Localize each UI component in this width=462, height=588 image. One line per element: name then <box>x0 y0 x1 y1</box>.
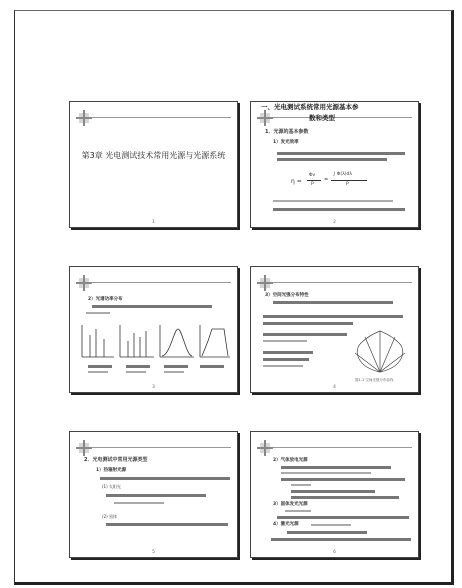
fraction-bar <box>307 180 321 181</box>
text-line <box>271 538 411 541</box>
caption-line <box>164 365 188 368</box>
subheading-laser: 4）激光光源 <box>273 522 299 527</box>
text-line <box>291 484 311 486</box>
text-line <box>106 523 228 526</box>
text-line <box>106 494 206 497</box>
subheading-thermal: 1）热辐射光源 <box>96 468 127 473</box>
text-line <box>263 358 309 361</box>
page-number: 2 <box>333 219 336 224</box>
spatial-intensity-diagram <box>347 327 413 377</box>
subsection-heading: 1）发光效率 <box>273 140 299 145</box>
list-item-sun: (1) 太阳光 <box>102 484 121 489</box>
text-line <box>100 477 230 480</box>
page-number: 6 <box>333 549 336 554</box>
subheading-solid-state: 3）固体发光光源 <box>273 502 308 507</box>
caption-line <box>164 371 184 373</box>
text-line <box>273 200 393 202</box>
text-line <box>291 496 399 499</box>
slide-3-thumbnail[interactable] <box>69 266 238 393</box>
text-line <box>263 333 347 336</box>
text-line <box>285 510 311 512</box>
slide-heading: 2．光电测试中常用光源类型 <box>84 457 148 463</box>
slide-2-thumbnail[interactable]: 一、光电测试系统常用光源基本参 数和类型 1．光源的基本参数 1）发光效率 η = Φv P = ∫ Φ(λ)dλ P 2 <box>250 101 419 228</box>
slide-heading: 2）光谱功率分布 <box>88 297 123 302</box>
slide-title-line-1: 一、光电测试系统常用光源基本参 <box>261 103 359 111</box>
slide-6-thumbnail[interactable] <box>250 431 419 558</box>
spectral-distribution-diagrams <box>78 321 233 363</box>
text-line <box>277 158 387 161</box>
text-line <box>92 305 212 308</box>
slide-decoration-icon <box>76 275 92 291</box>
slide-1-thumbnail[interactable] <box>69 101 238 228</box>
caption-line <box>200 365 224 368</box>
text-line <box>281 466 391 469</box>
figure-caption: 图1-1 空间光强分布曲线 <box>355 378 394 382</box>
slide-decoration-icon <box>76 110 92 126</box>
slide-rule <box>92 282 231 283</box>
page-number: 3 <box>152 384 155 389</box>
fraction-bar <box>331 180 367 181</box>
text-line <box>263 351 313 354</box>
formula-denominator: P <box>311 182 314 187</box>
caption-line <box>88 365 112 368</box>
formula-integral-numerator: ∫ Φ(λ)dλ <box>333 172 353 177</box>
slide-rule <box>273 447 412 448</box>
list-item-blackbody: (2) 黑体 <box>102 514 117 519</box>
slide-decoration-icon <box>76 440 92 456</box>
text-line <box>263 315 403 318</box>
formula-numerator: Φv <box>309 173 316 178</box>
formula-eta: η = <box>291 178 302 185</box>
slide-rule <box>273 282 412 283</box>
slide-rule <box>92 447 231 448</box>
caption-line <box>126 371 146 373</box>
text-line <box>277 516 409 519</box>
text-line <box>287 531 367 534</box>
slide-decoration-icon <box>257 440 273 456</box>
slide-5-thumbnail[interactable] <box>69 431 238 558</box>
slide-decoration-icon <box>257 275 273 291</box>
slide-heading: 2）气体放电光源 <box>273 458 308 463</box>
slide-4-thumbnail[interactable] <box>250 266 419 393</box>
page-number: 4 <box>333 384 336 389</box>
text-line <box>86 312 110 314</box>
text-line <box>311 524 351 526</box>
slide-rule <box>92 117 231 118</box>
chapter-title: 第3章 光电测试技术常用光源与光源系统 <box>81 151 226 160</box>
caption-line <box>126 365 150 368</box>
text-line <box>263 322 353 325</box>
text-line <box>291 490 375 493</box>
formula-integral-denominator: P <box>346 182 349 187</box>
slide-heading: 3）空间光强分布特性 <box>265 293 309 298</box>
slide-title-line-2: 数和类型 <box>309 114 335 122</box>
text-line <box>281 472 371 474</box>
text-line <box>273 208 405 211</box>
section-heading: 1．光源的基本参数 <box>265 129 309 135</box>
caption-line <box>88 371 108 373</box>
page-number: 5 <box>152 549 155 554</box>
text-line <box>281 478 405 481</box>
text-line <box>114 502 164 504</box>
text-line <box>263 340 307 342</box>
text-line <box>277 152 405 155</box>
text-line <box>273 301 393 304</box>
page-number: 1 <box>152 219 155 224</box>
text-line <box>263 365 303 367</box>
slide-decoration-icon <box>257 110 273 126</box>
slide-rule <box>273 117 412 118</box>
